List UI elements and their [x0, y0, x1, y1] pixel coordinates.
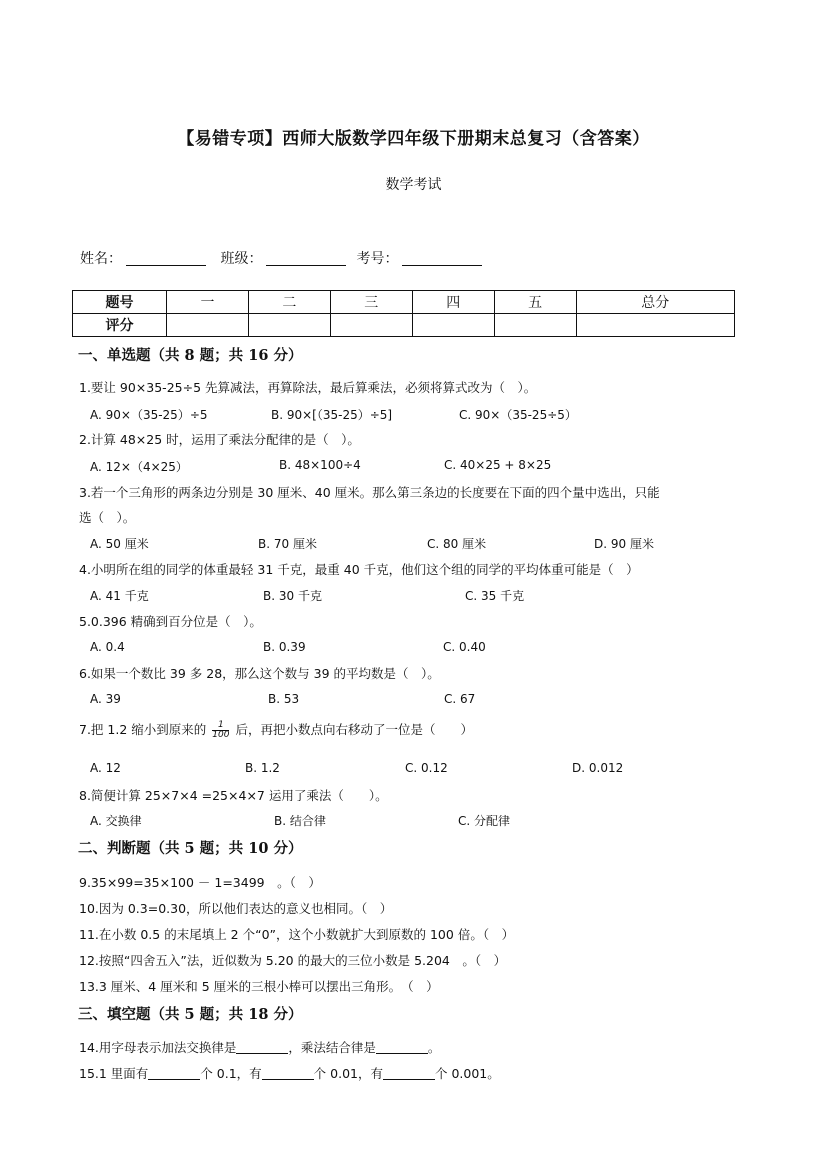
- q4-option-c[interactable]: C. 35 千克: [465, 589, 525, 603]
- q1-option-c[interactable]: C. 90×（35-25÷5）: [459, 408, 577, 422]
- q8-option-a[interactable]: A. 交换律: [90, 814, 142, 828]
- q6-option-b[interactable]: B. 53: [268, 692, 300, 706]
- q2-option-c[interactable]: C. 40×25 + 8×25: [444, 458, 552, 472]
- question-7: [79, 720, 473, 740]
- question-8: 8.简便计算 25×7×4 =25×4×7 运用了乘法（ ）。: [79, 788, 388, 803]
- section-3-title: 三、填空题（共 5 题；共 18 分）: [78, 1006, 303, 1023]
- score-cell-1[interactable]: [167, 314, 249, 337]
- question-2: 2.计算 48×25 时，运用了乘法分配律的是（ ）。: [79, 432, 360, 447]
- score-table-head-question: 题号: [73, 291, 167, 314]
- q15-blank-1[interactable]: [148, 1067, 200, 1080]
- q3-option-d[interactable]: D. 90 厘米: [594, 537, 654, 551]
- q15-text-c: 个 0.01，有: [313, 1066, 383, 1081]
- q7-text-post: 后，再把小数点向右移动了一位是（ ）: [235, 722, 473, 737]
- class-blank[interactable]: [266, 251, 346, 266]
- q6-option-a[interactable]: A. 39: [90, 692, 121, 706]
- q7-option-c[interactable]: C. 0.12: [405, 761, 448, 775]
- score-table-head-score: 评分: [73, 314, 167, 337]
- question-10: 10.因为 0.3=0.30，所以他们表达的意义也相同。（ ）: [79, 901, 393, 916]
- q14-text-a: 14.用字母表示加法交换律是: [79, 1040, 237, 1055]
- question-11: 11.在小数 0.5 的末尾填上 2 个“0”，这个小数就扩大到原数的 100 倍。（ ）: [79, 927, 515, 942]
- q15-blank-3[interactable]: [383, 1067, 435, 1080]
- q3-option-a[interactable]: A. 50 厘米: [90, 537, 149, 551]
- q7-fraction: [212, 721, 229, 740]
- q5-option-b[interactable]: B. 0.39: [263, 640, 306, 654]
- document-title: 【易错专项】西师大版数学四年级下册期末总复习（含答案）: [177, 129, 650, 149]
- q14-text-c: 。: [427, 1040, 441, 1055]
- q5-option-a[interactable]: A. 0.4: [90, 640, 125, 654]
- section-2-title: 二、判断题（共 5 题；共 10 分）: [78, 840, 303, 857]
- q4-option-b[interactable]: B. 30 千克: [263, 589, 322, 603]
- question-9: 9.35×99=35×100 － 1=3499 。（ ）: [79, 875, 321, 890]
- score-col-1: 一: [167, 291, 249, 314]
- section-1-title: 一、单选题（共 8 题；共 16 分）: [78, 347, 303, 364]
- q2-option-b[interactable]: B. 48×100÷4: [279, 458, 361, 472]
- q1-option-b[interactable]: B. 90×[（35-25）÷5]: [271, 408, 393, 422]
- score-cell-total[interactable]: [576, 314, 734, 337]
- question-14: [79, 1038, 440, 1056]
- q5-option-c[interactable]: C. 0.40: [443, 640, 486, 654]
- q7-option-d[interactable]: D. 0.012: [572, 761, 624, 775]
- q3-option-b[interactable]: B. 70 厘米: [258, 537, 317, 551]
- name-blank[interactable]: [126, 251, 206, 266]
- question-12: 12.按照“四舍五入”法，近似数为 5.20 的最大的三位小数是 5.204 。（ ）: [79, 953, 507, 968]
- score-cell-4[interactable]: [412, 314, 494, 337]
- score-table-score-row: [73, 314, 735, 337]
- student-info-line: [80, 248, 492, 268]
- q3-option-c[interactable]: C. 80 厘米: [427, 537, 487, 551]
- q8-option-b[interactable]: B. 结合律: [274, 814, 326, 828]
- exam-no-blank[interactable]: [402, 251, 482, 266]
- q7-option-b[interactable]: B. 1.2: [245, 761, 280, 775]
- question-13: 13.3 厘米、4 厘米和 5 厘米的三根小棒可以摆出三角形。 （ ）: [79, 979, 439, 994]
- question-3-cont: 选（ ）。: [79, 510, 136, 525]
- q7-option-a[interactable]: A. 12: [90, 761, 121, 775]
- score-cell-3[interactable]: [330, 314, 412, 337]
- q1-option-a[interactable]: A. 90×（35-25）÷5: [90, 408, 208, 422]
- score-col-5: 五: [494, 291, 576, 314]
- q7-fraction-numerator: 1: [212, 721, 229, 731]
- document-subtitle: 数学考试: [385, 177, 442, 193]
- exam-no-label: 考号：: [356, 251, 399, 267]
- q14-text-b: ，乘法结合律是: [288, 1040, 376, 1055]
- q6-option-c[interactable]: C. 67: [444, 692, 476, 706]
- q14-blank-2[interactable]: [376, 1041, 428, 1054]
- q15-text-d: 个 0.001。: [434, 1066, 500, 1081]
- question-1: 1.要让 90×35-25÷5 先算减法，再算除法，最后算乘法，必须将算式改为（ ）。: [79, 380, 537, 395]
- q15-blank-2[interactable]: [262, 1067, 314, 1080]
- name-label: 姓名：: [80, 251, 122, 267]
- q14-blank-1[interactable]: [236, 1041, 288, 1054]
- score-col-3: 三: [330, 291, 412, 314]
- q15-text-b: 个 0.1，有: [200, 1066, 262, 1081]
- question-15: [79, 1064, 500, 1082]
- score-col-2: 二: [248, 291, 330, 314]
- q7-text-pre: 7.把 1.2 缩小到原来的: [79, 722, 207, 737]
- score-cell-5[interactable]: [494, 314, 576, 337]
- q4-option-a[interactable]: A. 41 千克: [90, 589, 149, 603]
- score-cell-2[interactable]: [248, 314, 330, 337]
- score-table-header-row: [73, 291, 735, 314]
- q8-option-c[interactable]: C. 分配律: [458, 814, 511, 828]
- score-col-4: 四: [412, 291, 494, 314]
- score-col-total: 总分: [576, 291, 734, 314]
- class-label: 班级：: [220, 251, 263, 267]
- q2-option-a[interactable]: A. 12×（4×25）: [90, 460, 188, 474]
- q15-text-a: 15.1 里面有: [79, 1066, 149, 1081]
- score-table: [72, 290, 735, 337]
- question-5: 5.0.396 精确到百分位是（ ）。: [79, 614, 262, 629]
- question-4: 4.小明所在组的同学的体重最轻 31 千克，最重 40 千克，他们这个组的同学的平均体重可能是（ ）: [79, 562, 639, 577]
- question-6: 6.如果一个数比 39 多 28，那么这个数与 39 的平均数是（ ）。: [79, 666, 440, 681]
- q7-fraction-denominator: 100: [212, 730, 230, 740]
- question-3: 3.若一个三角形的两条边分别是 30 厘米、40 厘米。那么第三条边的长度要在下面的四个量中选出，只能: [79, 485, 660, 500]
